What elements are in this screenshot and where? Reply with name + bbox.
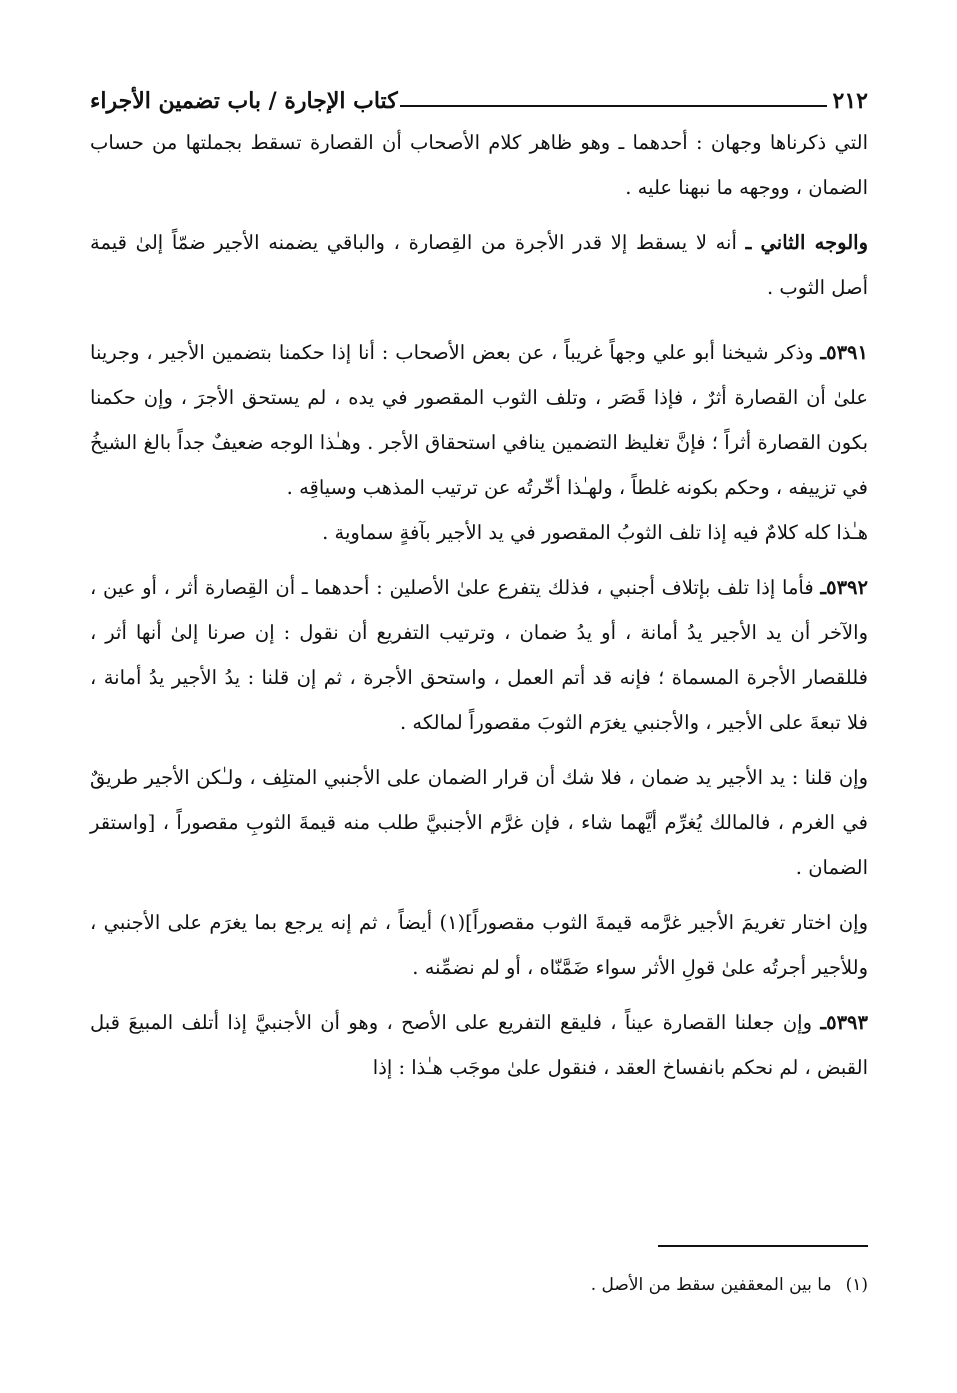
paragraph <box>90 900 868 990</box>
page-header <box>90 78 868 114</box>
paragraph-text: وإن جعلنا القصارة عيناً ، فليقع التفريع على الأصح ، وهو أن الأجنبيَّ إذا أتلف المبيعَ قبل القبض ، لم نحكم بانفساخ العقد ، فنقول علىٰ موجَب هـٰذا : إذا <box>90 1011 868 1079</box>
paragraph-text: وإن قلنا : يد الأجير يد ضمان ، فلا شك أن قرار الضمان على الأجنبي المتلِف ، ولـٰكن الأجير طريقٌ في الغرم ، فالمالك يُغرِّم أيَّهما شاء ، فإن غرَّم الأجنبيَّ طلب منه قيمةَ الثوبِ مقصوراً ، [واستقر الضمان . <box>90 766 868 879</box>
paragraph-lead: ٥٣٩٢ـ <box>820 576 868 599</box>
paragraph-text: وذكر شيخنا أبو علي وجهاً غريباً ، عن بعض الأصحاب : أنا إذا حكمنا بتضمين الأجير ، وجرينا علىٰ أن القصارة أثرٌ ، فإذا قَصَر ، وتلف الثوب المقصور في يده ، لم يستحق الأجرَ ، وإن حكمنا بكون القصارة أثراً ؛ فإنَّ تغليظ التضمين ينافي استحقاق الأجر . وهـٰذا الوجه ضعيفٌ جداً بالغ الشيخُ في تزييفه ، وحكم بكونه غلطاً ، ولهـٰذا أخّرتُه عن ترتيب المذهب وسياقِه . <box>90 341 868 499</box>
paragraph-text: التي ذكرناها وجهان : أحدهما ـ وهو ظاهر كلام الأصحاب أن القصارة تسقط بجملتها من حساب الضمان ، ووجهه ما نبهنا عليه . <box>90 131 868 199</box>
paragraph <box>90 755 868 890</box>
paragraph <box>90 565 868 745</box>
paragraph-text: وإن اختار تغريمَ الأجير غرَّمه قيمةَ الثوب مقصوراً](١) أيضاً ، ثم إنه يرجع بما يغرَم على الأجنبي ، وللأجير أجرتُه علىٰ قولِ الأثر سواء ضَمَّنّاه ، أو لم نضمِّنه . <box>90 911 868 979</box>
header-rule <box>400 105 827 107</box>
paragraph <box>90 1000 868 1090</box>
paragraph-lead: ٥٣٩٣ـ <box>820 1011 868 1034</box>
paragraph-lead: ٥٣٩١ـ <box>820 341 868 364</box>
paragraph-text: فأما إذا تلف بإتلاف أجنبي ، فذلك يتفرع علىٰ الأصلين : أحدهما ـ أن القِصارة أثر ، أو عين ، والآخر أن يد الأجير يدُ أمانة ، أو يدُ ضمان ، وترتيب التفريع أن نقول : إن صرنا إلىٰ أنها أثر ، فللقصار الأجرة المسماة ؛ فإنه قد أتم العمل ، واستحق الأجرة ، ثم إن قلنا : يدُ الأجير يدُ أمانة ، فلا تبعةَ على الأجير ، والأجنبي يغرَم الثوبَ مقصوراً لمالكه . <box>90 576 868 734</box>
paragraph <box>90 510 868 555</box>
paragraph-text: هـٰذا كله كلامٌ فيه إذا تلف الثوبُ المقصور في يد الأجير بآفةٍ سماوية . <box>322 521 868 544</box>
page-number: ٢١٢ <box>832 88 868 114</box>
footnote-text: ما بين المعقفين سقط من الأصل . <box>590 1275 832 1295</box>
paragraph <box>90 330 868 510</box>
footnote <box>591 1270 868 1300</box>
paragraph-lead: والوجه الثاني ـ <box>745 231 868 254</box>
paragraph <box>90 220 868 310</box>
body-text <box>90 120 868 1090</box>
paragraph-text: أنه لا يسقط إلا قدر الأجرة من القِصارة ، والباقي يضمنه الأجير ضمّاً إلىٰ قيمة أصل الثوب . <box>90 231 868 299</box>
running-title: كتاب الإجارة / باب تضمين الأجراء <box>90 88 398 114</box>
footnote-number: (١) <box>845 1275 868 1295</box>
document-page <box>90 78 868 1358</box>
paragraph <box>90 120 868 210</box>
footnote-rule <box>658 1245 868 1247</box>
